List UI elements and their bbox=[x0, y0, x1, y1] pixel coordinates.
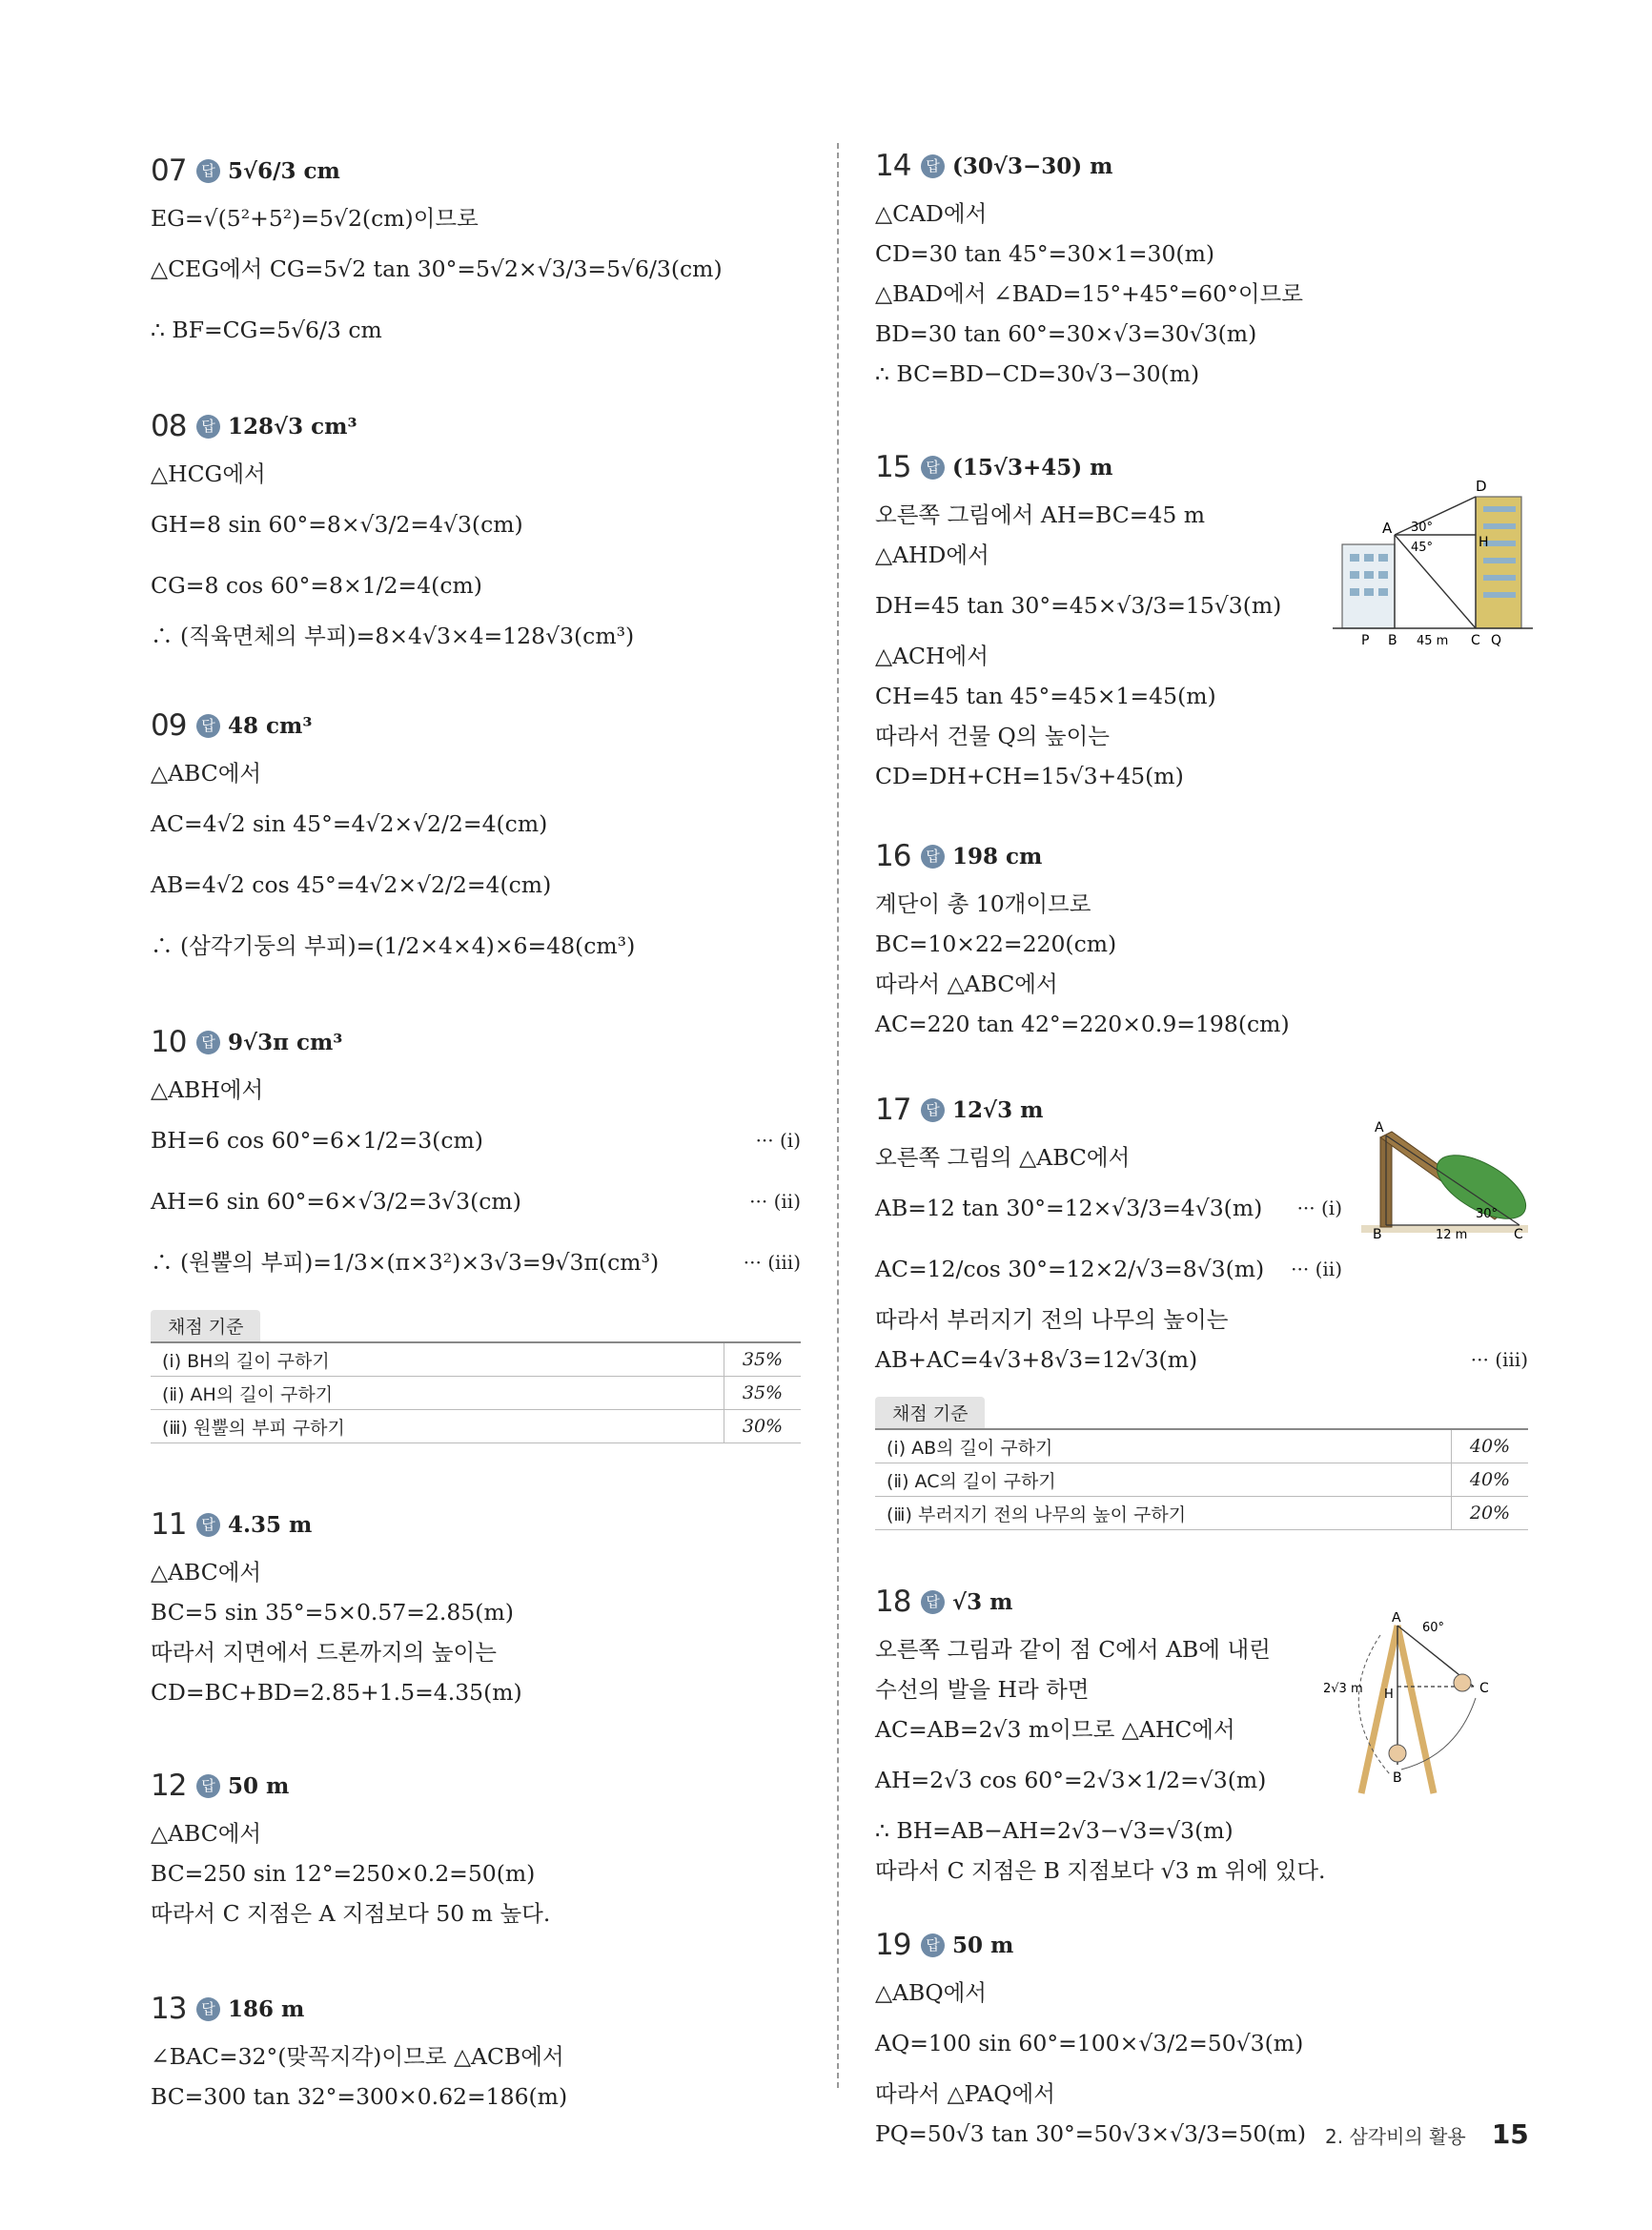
table-row bbox=[151, 1377, 801, 1410]
solution-line: AC=4√2 sin 45°=4√2×√2/2=4(cm) bbox=[151, 810, 548, 837]
line-text: AC=12/cos 30°=12×2/√3=8√3(m) bbox=[875, 1256, 1265, 1282]
solution-line: △BAD에서 ∠BAD=15°+45°=60°이므로 bbox=[875, 280, 1303, 307]
scoring-criteria bbox=[875, 1397, 1528, 1530]
problem-header bbox=[151, 1758, 801, 1813]
window bbox=[1364, 554, 1374, 562]
line-ac bbox=[1395, 535, 1476, 628]
step-marker: ··· (ⅰ) bbox=[1296, 1197, 1342, 1219]
problem-number: 18 bbox=[875, 1585, 911, 1619]
answer-badge: 답 bbox=[196, 1774, 220, 1798]
solution-line: 오른쪽 그림과 같이 점 C에서 AB에 내린 bbox=[875, 1636, 1271, 1663]
label-a: A bbox=[1392, 1612, 1401, 1626]
solution-line: AB=4√2 cos 45°=4√2×√2/2=4(cm) bbox=[151, 871, 552, 898]
child-c bbox=[1454, 1674, 1471, 1691]
criteria-pct: 20% bbox=[1452, 1497, 1529, 1530]
solution-line: BC=10×22=220(cm) bbox=[875, 931, 1117, 957]
criteria-label: (ⅱ) AC의 길이 구하기 bbox=[875, 1463, 1452, 1497]
criteria-pct: 35% bbox=[724, 1342, 802, 1377]
answer-badge: 답 bbox=[196, 1513, 220, 1537]
problem-header bbox=[875, 829, 1528, 884]
solution-line: 따라서 건물 Q의 높이는 bbox=[875, 723, 1110, 749]
solution-line: BC=300 tan 32°=300×0.62=186(m) bbox=[151, 2083, 568, 2110]
window bbox=[1350, 554, 1359, 562]
problem-number: 13 bbox=[151, 1992, 187, 2026]
table-row bbox=[875, 1497, 1528, 1530]
solution-line bbox=[151, 1110, 801, 1171]
label-b: B bbox=[1373, 1227, 1382, 1242]
label-b: B bbox=[1393, 1770, 1402, 1786]
solution-line: △CAD에서 bbox=[875, 200, 988, 227]
line-text: AH=6 sin 60°=6×√3/2=3√3(cm) bbox=[151, 1188, 521, 1215]
column-divider bbox=[837, 143, 839, 2088]
answer-badge: 답 bbox=[921, 845, 945, 869]
criteria-pct: 40% bbox=[1452, 1463, 1529, 1497]
solution-line: BD=30 tan 60°=30×√3=30√3(m) bbox=[875, 320, 1257, 347]
answer: 9√3π cm³ bbox=[228, 1029, 343, 1055]
solution-line bbox=[151, 1171, 801, 1232]
answer-badge: 답 bbox=[921, 154, 945, 178]
answer-badge: 답 bbox=[196, 159, 220, 183]
window bbox=[1483, 575, 1516, 581]
criteria-table bbox=[875, 1428, 1528, 1530]
problem-number: 15 bbox=[875, 450, 911, 484]
problem-header bbox=[151, 1497, 801, 1552]
problem-header bbox=[151, 1014, 801, 1070]
swing-figure bbox=[1323, 1612, 1514, 1803]
angle-45: 45° bbox=[1411, 541, 1434, 555]
window bbox=[1483, 506, 1516, 512]
table-row bbox=[875, 1429, 1528, 1463]
answer: 50 m bbox=[952, 1932, 1014, 1958]
problem-08 bbox=[151, 399, 801, 656]
window bbox=[1378, 554, 1388, 562]
problem-number: 07 bbox=[151, 153, 187, 188]
solution-line: BC=250 sin 12°=250×0.2=50(m) bbox=[151, 1860, 536, 1887]
criteria-title: 채점 기준 bbox=[875, 1397, 985, 1428]
problem-number: 10 bbox=[151, 1025, 187, 1059]
problem-number: 14 bbox=[875, 149, 911, 183]
window bbox=[1483, 592, 1516, 598]
solution-line: CH=45 tan 45°=45×1=45(m) bbox=[875, 683, 1216, 709]
criteria-label: (ⅱ) AH의 길이 구하기 bbox=[151, 1377, 724, 1410]
step-marker: ··· (ⅱ) bbox=[1291, 1258, 1342, 1280]
solution-line: △AHD에서 bbox=[875, 542, 989, 568]
step-marker: ··· (ⅲ) bbox=[743, 1251, 801, 1274]
swing-frame-left bbox=[1361, 1626, 1397, 1793]
step-marker: ··· (ⅰ) bbox=[755, 1129, 801, 1152]
solution-line: ∠BAC=32°(맞꼭지각)이므로 △ACB에서 bbox=[151, 2043, 564, 2070]
window bbox=[1364, 588, 1374, 596]
solution-line: DH=45 tan 30°=45×√3/3=15√3(m) bbox=[875, 592, 1282, 619]
solution-line bbox=[151, 1232, 801, 1293]
problem-header bbox=[151, 698, 801, 753]
answer: 128√3 cm³ bbox=[228, 413, 357, 440]
length-12m: 12 m bbox=[1436, 1228, 1468, 1242]
answer-badge: 답 bbox=[921, 1098, 945, 1122]
solution-line: ∴ (삼각기둥의 부피)=(1/2×4×4)×6=48(cm³) bbox=[151, 932, 636, 959]
right-column bbox=[875, 138, 1528, 2154]
problem-18 bbox=[875, 1574, 1528, 1891]
label-c: C bbox=[1471, 633, 1480, 648]
criteria-label: (ⅲ) 부러지기 전의 나무의 높이 구하기 bbox=[875, 1497, 1452, 1530]
answer: 48 cm³ bbox=[228, 712, 313, 739]
left-column bbox=[151, 143, 801, 2117]
solution-line: 따라서 지면에서 드론까지의 높이는 bbox=[151, 1639, 497, 1666]
problem-11 bbox=[151, 1497, 801, 1712]
problem-number: 08 bbox=[151, 409, 187, 443]
problem-13 bbox=[151, 1981, 801, 2117]
solution-line: ∴ BF=CG=5√6/3 cm bbox=[151, 317, 382, 343]
label-h: H bbox=[1384, 1688, 1394, 1702]
label-d: D bbox=[1476, 478, 1487, 495]
answer-badge: 답 bbox=[921, 456, 945, 480]
solution-line: PQ=50√3 tan 30°=50√3×√3/3=50(m) bbox=[875, 2120, 1306, 2147]
answer-badge: 답 bbox=[921, 1590, 945, 1614]
answer: 186 m bbox=[228, 1995, 305, 2022]
problem-16 bbox=[875, 829, 1528, 1044]
solution-line bbox=[875, 1340, 1528, 1380]
solution-line: △ABC에서 bbox=[151, 1559, 262, 1586]
criteria-label: (ⅰ) AB의 길이 구하기 bbox=[875, 1429, 1452, 1463]
problem-header bbox=[875, 1917, 1528, 1973]
window bbox=[1378, 588, 1388, 596]
length-45m: 45 m bbox=[1417, 634, 1449, 648]
answer: 50 m bbox=[228, 1772, 290, 1799]
solution-line: 따라서 부러지기 전의 나무의 높이는 bbox=[875, 1306, 1229, 1333]
solution-line: AC=220 tan 42°=220×0.9=198(cm) bbox=[875, 1011, 1290, 1037]
answer: (15√3+45) m bbox=[952, 454, 1113, 481]
criteria-title: 채점 기준 bbox=[151, 1310, 260, 1341]
problem-number: 11 bbox=[151, 1507, 187, 1542]
answer-badge: 답 bbox=[921, 1933, 945, 1957]
solution-line: 오른쪽 그림에서 AH=BC=45 m bbox=[875, 501, 1206, 528]
solution-line: 따라서 △PAQ에서 bbox=[875, 2080, 1055, 2107]
label-a: A bbox=[1382, 520, 1393, 537]
answer-badge: 답 bbox=[196, 714, 220, 738]
criteria-pct: 30% bbox=[724, 1410, 802, 1443]
page-number: 15 bbox=[1491, 2118, 1529, 2150]
answer-badge: 답 bbox=[196, 415, 220, 439]
solution-line: 오른쪽 그림의 △ABC에서 bbox=[875, 1144, 1131, 1171]
solution-line: GH=8 sin 60°=8×√3/2=4√3(cm) bbox=[151, 511, 523, 538]
solution-line: △ABQ에서 bbox=[875, 1979, 987, 2006]
problem-15 bbox=[875, 440, 1528, 796]
window bbox=[1483, 523, 1516, 529]
solution-line: AC=AB=2√3 m이므로 △AHC에서 bbox=[875, 1716, 1235, 1743]
line-text: BH=6 cos 60°=6×1/2=3(cm) bbox=[151, 1127, 483, 1154]
chapter-title: 2. 삼각비의 활용 bbox=[1325, 2125, 1466, 2148]
solution-line: ∴ BH=AB−AH=2√3−√3=√3(m) bbox=[875, 1817, 1234, 1844]
solution-line: △ABC에서 bbox=[151, 760, 262, 787]
solution-line: △ABH에서 bbox=[151, 1076, 264, 1103]
solution-line: 따라서 △ABC에서 bbox=[875, 971, 1058, 997]
problem-number: 19 bbox=[875, 1928, 911, 1962]
solution-line: AQ=100 sin 60°=100×√3/2=50√3(m) bbox=[875, 2030, 1304, 2056]
criteria-label: (ⅲ) 원뿔의 부피 구하기 bbox=[151, 1410, 724, 1443]
window bbox=[1378, 571, 1388, 579]
solution-line: BC=5 sin 35°=5×0.57=2.85(m) bbox=[151, 1599, 514, 1626]
problem-09 bbox=[151, 698, 801, 976]
length-2root3: 2√3 m bbox=[1323, 1682, 1363, 1696]
solution-line: 수선의 발을 H라 하면 bbox=[875, 1676, 1090, 1703]
problem-header bbox=[151, 143, 801, 198]
solution-line: △HCG에서 bbox=[151, 460, 266, 487]
problem-10 bbox=[151, 1014, 801, 1443]
solution-line: AH=2√3 cos 60°=2√3×1/2=√3(m) bbox=[875, 1767, 1267, 1793]
problem-header bbox=[151, 399, 801, 454]
solution-line: CD=30 tan 45°=30×1=30(m) bbox=[875, 240, 1215, 267]
solution-line: CG=8 cos 60°=8×1/2=4(cm) bbox=[151, 572, 482, 599]
answer: (30√3−30) m bbox=[952, 153, 1113, 179]
label-c: C bbox=[1514, 1227, 1523, 1242]
problem-number: 09 bbox=[151, 708, 187, 743]
solution-line: CD=DH+CH=15√3+45(m) bbox=[875, 763, 1184, 789]
answer: √3 m bbox=[952, 1588, 1013, 1615]
child-b bbox=[1389, 1745, 1406, 1762]
solution-line: △ACH에서 bbox=[875, 643, 989, 669]
criteria-table bbox=[151, 1341, 801, 1443]
window bbox=[1483, 558, 1516, 563]
solution-line: 계단이 총 10개이므로 bbox=[875, 890, 1091, 917]
answer: 198 cm bbox=[952, 843, 1043, 869]
problem-number: 16 bbox=[875, 839, 911, 873]
problem-12 bbox=[151, 1758, 801, 1933]
table-row bbox=[151, 1342, 801, 1377]
label-a: A bbox=[1375, 1120, 1384, 1135]
solution-line: ∴ (직육면체의 부피)=8×4√3×4=128√3(cm³) bbox=[151, 623, 635, 649]
line-text: ∴ (원뿔의 부피)=1/3×(π×3²)×3√3=9√3π(cm³) bbox=[151, 1249, 660, 1276]
window bbox=[1350, 588, 1359, 596]
answer-badge: 답 bbox=[196, 1997, 220, 2021]
problem-14 bbox=[875, 138, 1528, 394]
answer: 4.35 m bbox=[228, 1511, 313, 1538]
line-ad bbox=[1395, 497, 1476, 535]
problem-header bbox=[151, 1981, 801, 2036]
criteria-label: (ⅰ) BH의 길이 구하기 bbox=[151, 1342, 724, 1377]
problem-number: 12 bbox=[151, 1769, 187, 1803]
step-marker: ··· (ⅲ) bbox=[1470, 1348, 1528, 1371]
solution-line: △ABC에서 bbox=[151, 1820, 262, 1847]
problem-17 bbox=[875, 1082, 1528, 1530]
broken-tree-figure bbox=[1361, 1118, 1528, 1242]
angle-60: 60° bbox=[1422, 1621, 1445, 1635]
solution-line bbox=[875, 1177, 1342, 1238]
solution-line: CD=BC+BD=2.85+1.5=4.35(m) bbox=[151, 1679, 522, 1706]
line-text: AB+AC=4√3+8√3=12√3(m) bbox=[875, 1346, 1198, 1373]
solution-line: 따라서 C 지점은 A 지점보다 50 m 높다. bbox=[151, 1900, 551, 1927]
answer-badge: 답 bbox=[196, 1031, 220, 1054]
label-h: H bbox=[1479, 535, 1489, 550]
solution-line: ∴ BC=BD−CD=30√3−30(m) bbox=[875, 360, 1200, 387]
answer: 12√3 m bbox=[952, 1096, 1044, 1123]
answer: 5√6/3 cm bbox=[228, 157, 340, 184]
step-marker: ··· (ⅱ) bbox=[749, 1190, 801, 1213]
solution-line: 따라서 C 지점은 B 지점보다 √3 m 위에 있다. bbox=[875, 1857, 1326, 1884]
window bbox=[1350, 571, 1359, 579]
table-row bbox=[875, 1463, 1528, 1497]
problem-07 bbox=[151, 143, 801, 360]
criteria-pct: 35% bbox=[724, 1377, 802, 1410]
angle-30: 30° bbox=[1411, 521, 1434, 535]
problem-header bbox=[875, 138, 1528, 194]
window bbox=[1364, 571, 1374, 579]
solution-line bbox=[875, 1238, 1342, 1299]
swing-arc-left bbox=[1358, 1635, 1390, 1774]
scoring-criteria bbox=[151, 1310, 801, 1443]
buildings-figure bbox=[1333, 478, 1533, 649]
solution-line: EG=√(5²+5²)=5√2(cm)이므로 bbox=[151, 205, 479, 232]
page-footer bbox=[1325, 2118, 1529, 2150]
table-row bbox=[151, 1410, 801, 1443]
line-text: AB=12 tan 30°=12×√3/3=4√3(m) bbox=[875, 1195, 1263, 1221]
label-p: P bbox=[1361, 633, 1370, 648]
solution-line: △CEG에서 CG=5√2 tan 30°=5√2×√3/3=5√6/3(cm) bbox=[151, 256, 723, 282]
label-b: B bbox=[1388, 633, 1397, 648]
angle-30: 30° bbox=[1476, 1207, 1499, 1221]
label-c: C bbox=[1479, 1681, 1489, 1696]
criteria-pct: 40% bbox=[1452, 1429, 1529, 1463]
label-q: Q bbox=[1491, 633, 1502, 648]
problem-number: 17 bbox=[875, 1093, 911, 1127]
